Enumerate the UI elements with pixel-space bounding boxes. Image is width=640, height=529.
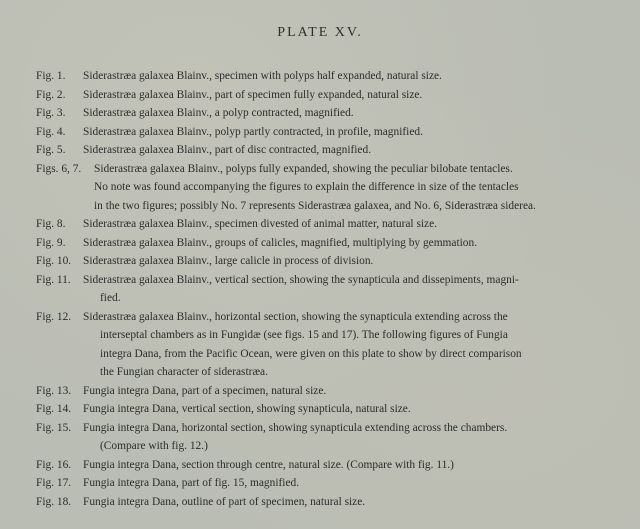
figure-caption-text: Siderastræa galaxea Blainv., polyps fully expanded, showing the peculiar bilobate tentacles. [94, 162, 513, 175]
figure-caption [36, 456, 626, 475]
figure-caption-text: Fungia integra Dana, outline of part of specimen, natural size. [83, 495, 366, 508]
figure-number: Fig. 18. [36, 495, 72, 508]
figure-caption [36, 104, 626, 123]
figure-caption [36, 400, 626, 419]
figure-caption-text: Fungia integra Dana, vertical section, showing synapticula, natural size. [83, 403, 411, 415]
figure-number: Fig. 12. [36, 310, 72, 323]
figure-number: Fig. 8. [36, 218, 66, 230]
figure-number: Fig. 4. [36, 125, 66, 138]
figure-caption-continuation: fied. [100, 292, 121, 304]
figure-caption [36, 86, 626, 105]
figure-caption-text: Siderastræa galaxea Blainv., groups of calicles, magnified, multiplying by gemmation. [83, 236, 478, 249]
figure-caption-text: Fungia integra Dana, part of fig. 15, magnified. [83, 477, 300, 489]
figure-number: Figs. 6, 7. [36, 162, 82, 175]
figure-caption-continuation: the Fungian character of siderastræa. [100, 366, 268, 378]
figure-caption [36, 252, 626, 271]
figure-number: Fig. 3. [36, 107, 66, 119]
figure-caption-text: Siderastræa galaxea Blainv., specimen with polyps half expanded, natural size. [83, 70, 442, 82]
figure-caption [36, 67, 626, 86]
figure-number: Fig. 9. [36, 236, 66, 249]
figure-caption-continuation: No note was found accompanying the figures to explain the difference in size of the tentacles [94, 181, 519, 193]
figure-caption-continuation: in the two figures; possibly No. 7 represents Siderastræa galaxea, and No. 6, Siderastræa siderea. [94, 199, 536, 212]
plate-title: PLATE XV. [277, 25, 363, 40]
figure-caption-text: Siderastræa galaxea Blainv., part of specimen fully expanded, natural size. [83, 88, 423, 101]
figure-caption [36, 382, 626, 401]
figure-caption-text: Siderastræa galaxea Blainv., a polyp contracted, magnified. [83, 107, 354, 119]
figure-number: Fig. 5. [36, 144, 66, 156]
figure-number: Fig. 13. [36, 384, 72, 397]
figure-caption [36, 215, 626, 234]
figure-caption-text: Siderastræa galaxea Blainv., part of disc contracted, magnified. [83, 144, 372, 156]
figure-caption [36, 419, 626, 438]
figure-caption-text: Fungia integra Dana, section through centre, natural size. (Compare with fig. 11.) [83, 458, 454, 471]
figure-caption-continuation: (Compare with fig. 12.) [100, 440, 208, 452]
figure-number: Fig. 10. [36, 255, 72, 267]
figure-caption [36, 160, 626, 179]
figure-caption-text: Siderastræa galaxea Blainv., large calicle in process of division. [83, 255, 374, 267]
figure-number: Fig. 17. [36, 477, 72, 489]
figure-caption-text: Fungia integra Dana, part of a specimen, natural size. [83, 384, 327, 397]
figure-number: Fig. 15. [36, 421, 72, 434]
figure-caption-text: Siderastræa galaxea Blainv., polyp partly contracted, in profile, magnified. [83, 125, 423, 138]
figure-number: Fig. 14. [36, 403, 72, 415]
figure-caption-continuation: interseptal chambers as in Fungidæ (see figs. 15 and 17). The following figures of Fungia [100, 329, 508, 341]
figure-caption [36, 474, 626, 493]
figure-number: Fig. 2. [36, 88, 66, 101]
figure-number: Fig. 11. [36, 273, 71, 286]
figure-caption [36, 123, 626, 142]
figure-number: Fig. 1. [36, 70, 66, 82]
figure-caption-list [36, 67, 626, 511]
figure-caption-text: Siderastræa galaxea Blainv., horizontal section, showing the synapticula extending across the [83, 310, 508, 323]
figure-caption [36, 234, 626, 253]
figure-caption [36, 141, 626, 160]
figure-caption-text: Siderastræa galaxea Blainv., specimen divested of animal matter, natural size. [83, 218, 438, 230]
figure-caption [36, 308, 626, 327]
figure-caption [36, 271, 626, 290]
figure-caption-text: Fungia integra Dana, horizontal section, showing synapticula extending across the chambers. [83, 421, 508, 434]
figure-caption [36, 493, 626, 512]
figure-number: Fig. 16. [36, 458, 72, 471]
figure-caption-continuation: integra Dana, from the Pacific Ocean, were given on this plate to show by direct comparison [100, 347, 522, 360]
figure-caption-text: Siderastræa galaxea Blainv., vertical section, showing the synapticula and dissepiments, magni- [83, 273, 519, 286]
